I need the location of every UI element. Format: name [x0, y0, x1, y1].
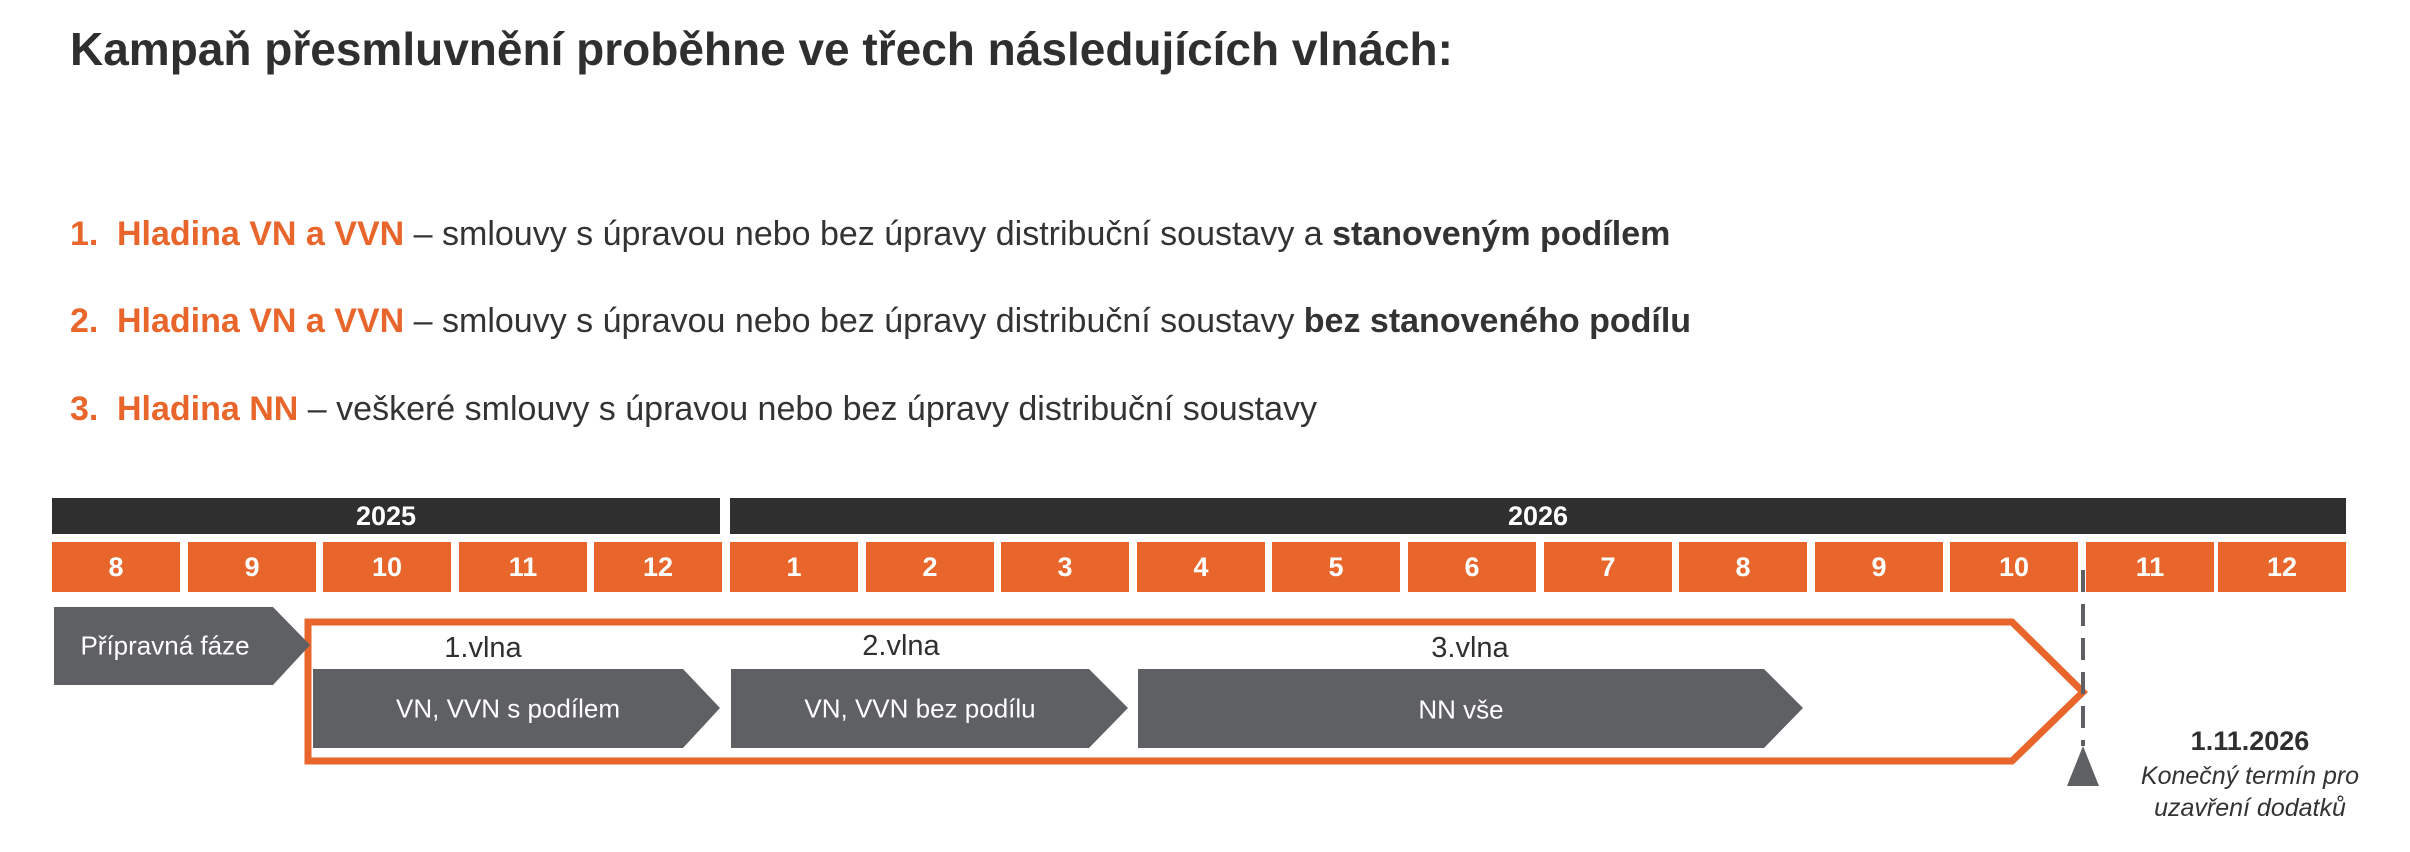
page-title: Kampaň přesmluvnění proběhne ve třech následujících vlnách: [70, 23, 1453, 75]
wave-3-title: 3.vlna [1431, 632, 1509, 664]
month-cell: 12 [594, 542, 722, 592]
month-cell: 10 [1950, 542, 2078, 592]
month-cell: 11 [2086, 542, 2214, 592]
month-cell: 7 [1544, 542, 1672, 592]
year-bar-2026: 2026 [730, 498, 2346, 534]
deadline-marker-triangle [2067, 746, 2099, 786]
deadline-date: 1.11.2026 [2190, 726, 2310, 756]
list-text: – smlouvy s úpravou nebo bez úpravy distribuční soustavy a [404, 215, 1333, 253]
list-level: Hladina VN a VVN [117, 215, 405, 253]
prep-phase-label: Přípravná fáze [80, 630, 250, 661]
month-cell: 10 [323, 542, 451, 592]
wave-1-title: 1.vlna [444, 632, 522, 664]
list-emphasis: bez stanoveného podílu [1303, 302, 1692, 340]
month-cell: 2 [866, 542, 994, 592]
wave-2-title: 2.vlna [862, 630, 940, 662]
month-cell: 1 [730, 542, 858, 592]
wave-2-arrow-label: VN, VVN bez podílu [804, 693, 1036, 724]
month-cell: 11 [459, 542, 587, 592]
month-cell: 8 [52, 542, 180, 592]
month-cell: 3 [1001, 542, 1129, 592]
list-text: – smlouvy s úpravou nebo bez úpravy distribuční soustavy [404, 302, 1304, 340]
month-cell: 8 [1679, 542, 1807, 592]
list-emphasis: stanoveným podílem [1332, 215, 1671, 253]
month-cell: 9 [1815, 542, 1943, 592]
list-number: 1. [70, 215, 99, 253]
list-level: Hladina VN a VVN [117, 302, 405, 340]
month-cell: 5 [1272, 542, 1400, 592]
year-bar-2025: 2025 [52, 498, 720, 534]
month-cell: 4 [1137, 542, 1265, 592]
month-cell: 6 [1408, 542, 1536, 592]
list-level: Hladina NN [117, 390, 299, 428]
wave-3-arrow-label: NN vše [1418, 694, 1504, 725]
list-text: – veškeré smlouvy s úpravou nebo bez úpravy distribuční soustavy [298, 390, 1317, 428]
wave-1-arrow-label: VN, VVN s podílem [396, 693, 620, 724]
month-cell: 12 [2218, 542, 2346, 592]
month-cell: 9 [188, 542, 316, 592]
deadline-note: Konečný termín pro uzavření dodatků [2140, 762, 2360, 822]
list-number: 3. [70, 390, 99, 428]
list-number: 2. [70, 302, 99, 340]
